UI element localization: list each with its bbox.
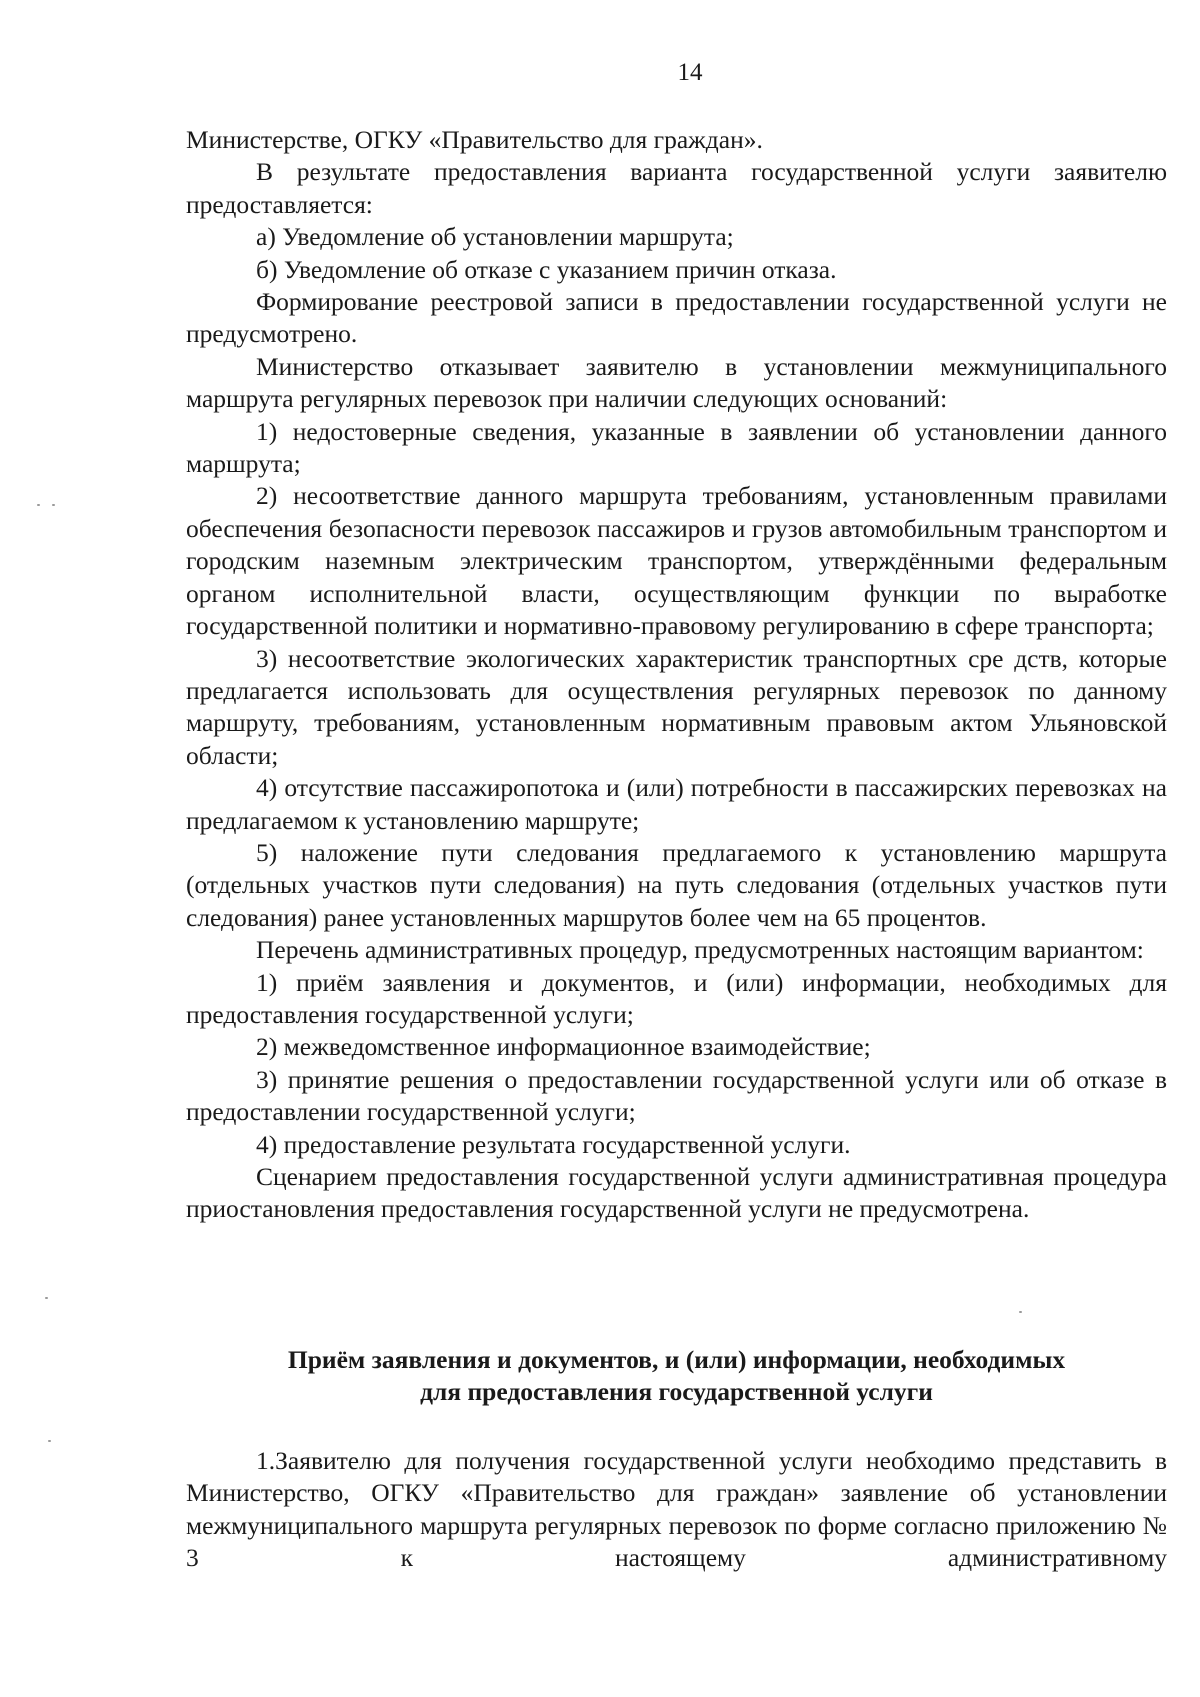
list-item: 1) приём заявления и документов, и (или) информации, необходимых для предоставления государственной услуги; xyxy=(186,967,1167,1029)
body-text xyxy=(186,124,1167,1226)
scan-speck xyxy=(45,1297,48,1299)
section-body-text xyxy=(186,1445,1167,1575)
paragraph: Перечень административных процедур, предусмотренных настоящим вариантом: xyxy=(256,935,1144,965)
list-item: 2) несоответствие данного маршрута требованиям, установленным правилами обеспечения безопасности перевозок пассажиров и грузов автомобильным транспортом и городским наземным электрическим транспортом, утверждёнными федеральным органом исполнительной власти, осуществляющим функции по выработке государственной политики и нормативно-правовому регулированию в сфере транспорта; xyxy=(186,481,1167,641)
paragraph: 1.Заявителю для получения государственной услуги необходимо представить в Министерство, ОГКУ «Правительство для граждан» заявление об установлении межмуниципального маршрута регулярных перевозок по форме согласно приложению № 3 к настоящему административному xyxy=(186,1446,1167,1573)
list-item: 3) несоответствие экологических характеристик транспортных сре дств, которые предлагается использовать для осуществления регулярных перевозок по данному маршруту, требованиям, установленным нормативным правовым актом Ульяновской области; xyxy=(186,643,1167,770)
scan-speck xyxy=(37,504,40,506)
list-item: 5) наложение пути следования предлагаемого к установлению маршрута (отдельных участков пути следования) на путь следования (отдельных участков пути следования) ранее установленных маршрутов более чем на 65 процентов. xyxy=(186,837,1167,932)
paragraph: Сценарием предоставления государственной услуги административная процедура приостановления предоставления государственной услуги не предусмотрена. xyxy=(186,1162,1167,1224)
list-item: 2) межведомственное информационное взаимодействие; xyxy=(256,1032,871,1062)
scan-speck xyxy=(1019,1311,1022,1313)
list-item: а) Уведомление об установлении маршрута; xyxy=(256,222,734,252)
scan-speck xyxy=(48,1440,51,1442)
list-item: 1) недостоверные сведения, указанные в заявлении об установлении данного маршрута; xyxy=(186,416,1167,479)
section-heading xyxy=(186,1344,1167,1409)
section-heading-line: Приём заявления и документов, и (или) информации, необходимых xyxy=(287,1345,1066,1374)
list-item: б) Уведомление об отказе с указанием причин отказа. xyxy=(256,254,837,284)
list-item: 3) принятие решения о предоставлении государственной услуги или об отказе в предоставлении государственной услуги; xyxy=(186,1064,1167,1127)
paragraph: Министерство отказывает заявителю в установлении межмуниципального маршрута регулярных перевозок при наличии следующих оснований: xyxy=(186,351,1167,414)
paragraph: В результате предоставления варианта государственной услуги заявителю предоставляется: xyxy=(186,157,1167,219)
paragraph: Формирование реестровой записи в предоставлении государственной услуги не предусмотрено. xyxy=(186,287,1167,349)
list-item: 4) предоставление результата государственной услуги. xyxy=(256,1129,851,1159)
section-heading-line: для предоставления государственной услуги xyxy=(420,1377,933,1407)
list-item: 4) отсутствие пассажиропотока и (или) потребности в пассажирских перевозках на предлагаемом к установлению маршруте; xyxy=(186,773,1167,835)
scan-speck xyxy=(52,504,55,506)
page-number: 14 xyxy=(677,59,703,86)
paragraph: Министерстве, ОГКУ «Правительство для граждан». xyxy=(186,125,763,154)
